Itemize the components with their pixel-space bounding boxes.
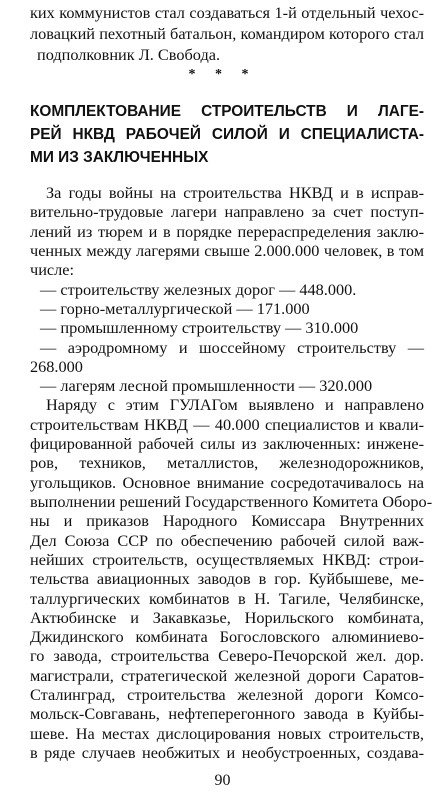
paragraph-line: го завода, строительства Северо-Печорской жел. дор. <box>30 646 424 666</box>
page-number: 90 <box>214 772 231 789</box>
paragraph-line: магистрали, стратегической железной дороги Саратов- <box>30 665 424 685</box>
paragraph-line: Наряду с этим ГУЛАГом выявлено и направлено <box>46 395 424 415</box>
list-item: — промышленному строительству — 310.000 <box>40 318 359 338</box>
paragraph-line: ченных между лагерями свыше 2.000.000 человек, в том <box>30 240 424 260</box>
paragraph-line: угольщиков. Основное внимание сосредотачивалось на <box>30 472 424 492</box>
paragraph-line: шеве. На местах дислоцирования новых строительств, <box>30 723 424 743</box>
paragraph-line: числе: <box>30 260 75 280</box>
list-item: — лагерям лесной промышленности — 320.000 <box>40 376 373 396</box>
paragraph-line: выполнении решений Государственного Комитета Оборо- <box>30 492 433 511</box>
text-line: ких коммунистов стал создаваться 1-й отдельный чехос- <box>30 3 424 22</box>
paragraph-line: ров, техников, металлистов, железнодорожников, <box>30 453 424 473</box>
paragraph-line: Сталинград, строительства железной дороги Комсо- <box>30 685 424 705</box>
section-heading-line: РЕЙ НКВД РАБОЧЕЙ СИЛОЙ И СПЕЦИАЛИСТА- <box>30 126 424 143</box>
paragraph-line: в ряде случаев необжитых и необустроенных, создава- <box>30 743 424 762</box>
paragraph-line: Джидинского комбината Богословского алюминиево- <box>30 627 424 647</box>
text-line: подполковник Л. Свобода. <box>37 45 221 64</box>
paragraph-line: лений из тюрем и в порядке перераспределения заклю- <box>30 221 424 241</box>
list-item: — горно-металлургической — 171.000 <box>40 298 310 318</box>
paragraph-line: ны и приказов Народного Комиссара Внутренних <box>30 511 424 531</box>
list-item: — строительству железных дорог — 448.000. <box>40 279 357 299</box>
paragraph-line: мольск-Совгавань, нефтеперегонного завода в Куйбы- <box>30 704 424 724</box>
paragraph-line: таллургических комбинатов в Н. Тагиле, Челябинске, <box>30 588 424 608</box>
text-line: ловацкий пехотный батальон, командиром которого стал <box>30 24 424 43</box>
paragraph-line: тельства авиационных заводов в гор. Куйбышеве, ме- <box>30 569 424 589</box>
paragraph-line: Актюбинске и Закавказье, Норильского комбината, <box>30 607 424 627</box>
section-heading-line: МИ ИЗ ЗАКЛЮЧЕННЫХ <box>30 149 209 166</box>
list-item: — аэродромному и шоссейному строительству — <box>40 337 424 357</box>
section-heading-line: КОМПЛЕКТОВАНИЕ СТРОИТЕЛЬСТВ И ЛАГЕ- <box>30 103 424 120</box>
list-item: 268.000 <box>30 356 83 376</box>
paragraph-line: За годы войны на строительства НКВД и в исправ- <box>46 183 424 202</box>
paragraph-line: фицированной рабочей силы из заключенных: инжене- <box>30 434 424 453</box>
paragraph-line: вительно-трудовые лагери направлено за счет поступ- <box>30 202 424 222</box>
paragraph-line: строительствам НКВД — 40.000 специалистов и квали- <box>30 414 424 434</box>
paragraph-line: Дел Союза ССР по обеспечению рабочей силой важ- <box>30 530 424 550</box>
paragraph-line: нейших строительств, осуществляемых НКВД: строи- <box>30 549 424 569</box>
section-separator: * * * <box>188 67 257 82</box>
